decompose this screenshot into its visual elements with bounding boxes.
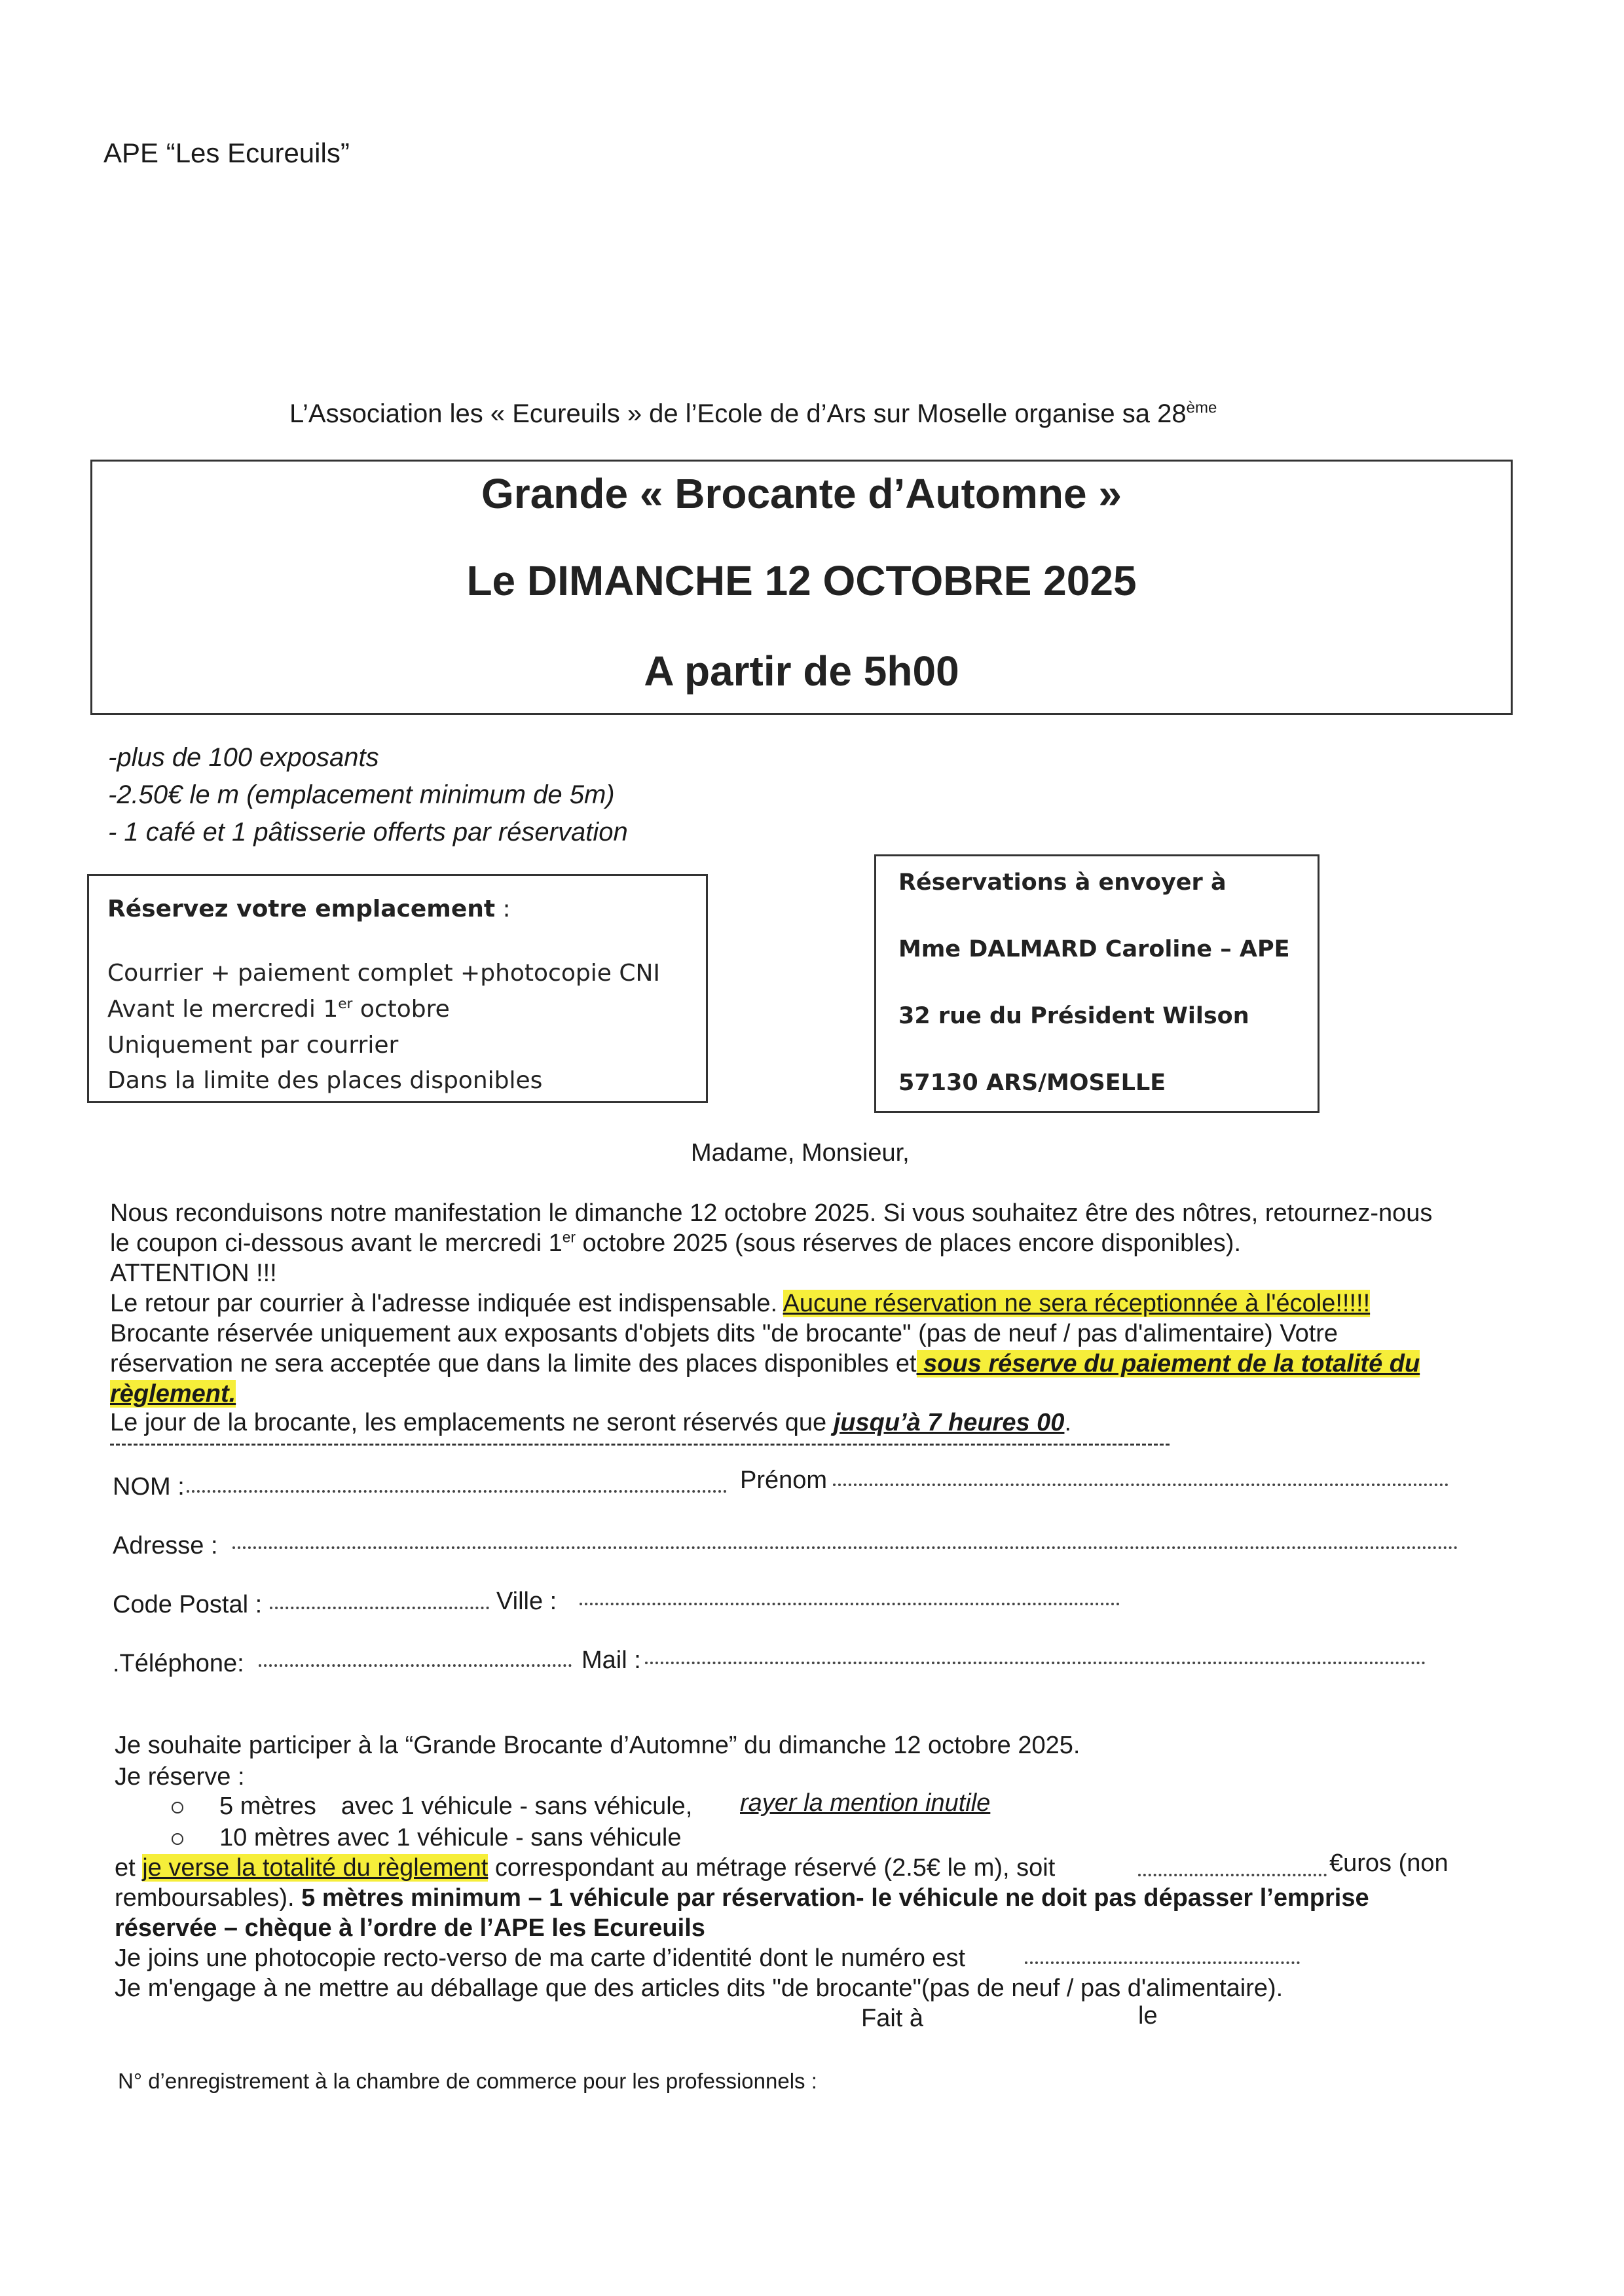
letter-p3-line2 xyxy=(110,1350,1420,1378)
title-line-1: Grande « Brocante d’Automne » xyxy=(481,470,1122,517)
letter-p1-line2 xyxy=(110,1230,1241,1258)
nom-field[interactable] xyxy=(187,1490,727,1493)
adresse-label: Adresse : xyxy=(113,1532,218,1559)
intro-main: L’Association les « Ecureuils » de l’Ecole de d’Ars sur Moselle organise sa 28 xyxy=(289,399,1187,428)
pay-line2-b: 5 mètres minimum – 1 véhicule par réservation- le véhicule ne doit pas dépasser l’emprise xyxy=(301,1884,1369,1912)
reserve-date-prefix: Avant le mercredi 1 xyxy=(107,996,339,1023)
nom-label: NOM : xyxy=(113,1473,185,1501)
p4-deadline: jusqu’à 7 heures 00 xyxy=(833,1409,1065,1436)
feature-1: -plus de 100 exposants xyxy=(108,743,379,772)
prenom-label: Prénom xyxy=(740,1467,828,1494)
code-postal-label: Code Postal : xyxy=(113,1591,263,1618)
p1-line2-b: octobre 2025 (sous réserves de places encore disponibles). xyxy=(575,1230,1242,1257)
reserve-line-date xyxy=(107,996,450,1023)
reserve-heading xyxy=(107,896,511,922)
prenom-field[interactable] xyxy=(833,1484,1449,1486)
p2-highlight: Aucune réservation ne sera réceptionnée à l'école!!!!! xyxy=(783,1290,1371,1317)
id-line: Je joins une photocopie recto-verso de ma carte d’identité dont le numéro est xyxy=(115,1944,966,1972)
reserve-date-sup: er xyxy=(338,996,353,1012)
address-box xyxy=(874,854,1320,1113)
adresse-field[interactable] xyxy=(232,1546,1458,1549)
mail-label: Mail : xyxy=(581,1647,641,1674)
id-number-field[interactable] xyxy=(1025,1961,1300,1964)
payment-line-3: réservée – chèque à l’ordre de l’APE les Ecureuils xyxy=(115,1914,705,1942)
pay-line2-a: remboursables). xyxy=(115,1884,302,1912)
p3-line3-highlight: règlement. xyxy=(110,1380,236,1408)
p1-line2-sup: er xyxy=(562,1228,576,1246)
p3-line2-highlight: sous réserve du paiement de la totalité du xyxy=(916,1350,1420,1377)
cut-line xyxy=(110,1444,1170,1446)
participation-line-2: Je réserve : xyxy=(115,1763,245,1791)
letter-p2 xyxy=(110,1290,1370,1318)
address-line-3: 32 rue du Président Wilson xyxy=(898,1003,1249,1029)
payment-line-1 xyxy=(115,1854,1055,1882)
option-1 xyxy=(219,1793,692,1821)
telephone-field[interactable] xyxy=(259,1664,572,1667)
p4-text: Le jour de la brocante, les emplacements ne seront réservés que xyxy=(110,1409,834,1436)
option-2-radio[interactable] xyxy=(172,1833,183,1845)
letter-p4 xyxy=(110,1409,1071,1437)
option-1-vehicle: avec 1 véhicule - sans véhicule, xyxy=(341,1793,693,1820)
letter-p1-line1: Nous reconduisons notre manifestation le dimanche 12 octobre 2025. Si vous souhaitez être des nôtres, retournez-nous xyxy=(110,1199,1433,1227)
p4-end: . xyxy=(1064,1409,1072,1436)
amount-unit: €uros (non xyxy=(1329,1850,1449,1877)
pay-prefix: et xyxy=(115,1854,143,1882)
reserve-date-suffix: octobre xyxy=(352,996,450,1023)
reserve-heading-text: Réservez votre emplacement xyxy=(107,896,496,922)
option-1-radio[interactable] xyxy=(172,1802,183,1813)
payment-line-2 xyxy=(115,1884,1369,1912)
intro-sup: ème xyxy=(1186,399,1217,417)
p3-line2-text: réservation ne sera acceptée que dans la limite des places disponibles et xyxy=(110,1350,917,1377)
title-box xyxy=(90,460,1513,715)
address-line-1: Réservations à envoyer à xyxy=(898,869,1227,896)
option-2: 10 mètres avec 1 véhicule - sans véhicule xyxy=(219,1824,682,1851)
reserve-heading-suffix: : xyxy=(495,896,511,922)
option-1-size: 5 mètres xyxy=(219,1793,316,1820)
p2-text: Le retour par courrier à l'adresse indiquée est indispensable. xyxy=(110,1290,783,1317)
le-label: le xyxy=(1138,2002,1158,2030)
pay-text: correspondant au métrage réservé (2.5€ le m), soit xyxy=(488,1854,1056,1882)
feature-2: -2.50€ le m (emplacement minimum de 5m) xyxy=(108,780,615,809)
address-line-2: Mme DALMARD Caroline – APE xyxy=(898,936,1290,962)
reserve-line-3: Dans la limite des places disponibles xyxy=(107,1067,543,1094)
reserve-line-2: Uniquement par courrier xyxy=(107,1032,399,1059)
amount-field[interactable] xyxy=(1138,1874,1327,1876)
pay-highlight: je verse la totalité du règlement xyxy=(142,1854,489,1882)
org-name: APE “Les Ecureuils” xyxy=(103,137,350,168)
telephone-label: .Téléphone: xyxy=(113,1650,244,1677)
letter-p3-line3 xyxy=(110,1380,236,1408)
p1-line2-a: le coupon ci-dessous avant le mercredi 1 xyxy=(110,1230,563,1257)
reserve-line-1: Courrier + paiement complet +photocopie CNI xyxy=(107,960,660,987)
title-line-3: A partir de 5h00 xyxy=(644,647,959,695)
registration-line: N° d’enregistrement à la chambre de commerce pour les professionnels : xyxy=(118,2069,817,2093)
address-line-4: 57130 ARS/MOSELLE xyxy=(898,1070,1166,1096)
ville-label: Ville : xyxy=(496,1588,557,1615)
engage-line: Je m'engage à ne mettre au déballage que des articles dits "de brocante"(pas de neuf / pas d'alimentaire). xyxy=(115,1975,1283,2002)
mail-field[interactable] xyxy=(645,1662,1426,1664)
reserve-box xyxy=(87,874,708,1103)
title-line-2: Le DIMANCHE 12 OCTOBRE 2025 xyxy=(466,557,1137,604)
option-1-note: rayer la mention inutile xyxy=(740,1789,991,1817)
participation-line-1: Je souhaite participer à la “Grande Brocante d’Automne” du dimanche 12 octobre 2025. xyxy=(115,1732,1080,1759)
attention: ATTENTION !!! xyxy=(110,1260,277,1287)
feature-3: - 1 café et 1 pâtisserie offerts par réservation xyxy=(108,818,628,847)
fait-a-label: Fait à xyxy=(861,2005,924,2032)
letter-p3-line1: Brocante réservée uniquement aux exposants d'objets dits "de brocante" (pas de neuf / pas d'alimentaire) Votre xyxy=(110,1320,1338,1347)
greeting: Madame, Monsieur, xyxy=(691,1139,910,1167)
intro-text xyxy=(289,399,1217,429)
ville-field[interactable] xyxy=(580,1603,1120,1605)
code-postal-field[interactable] xyxy=(270,1607,489,1609)
